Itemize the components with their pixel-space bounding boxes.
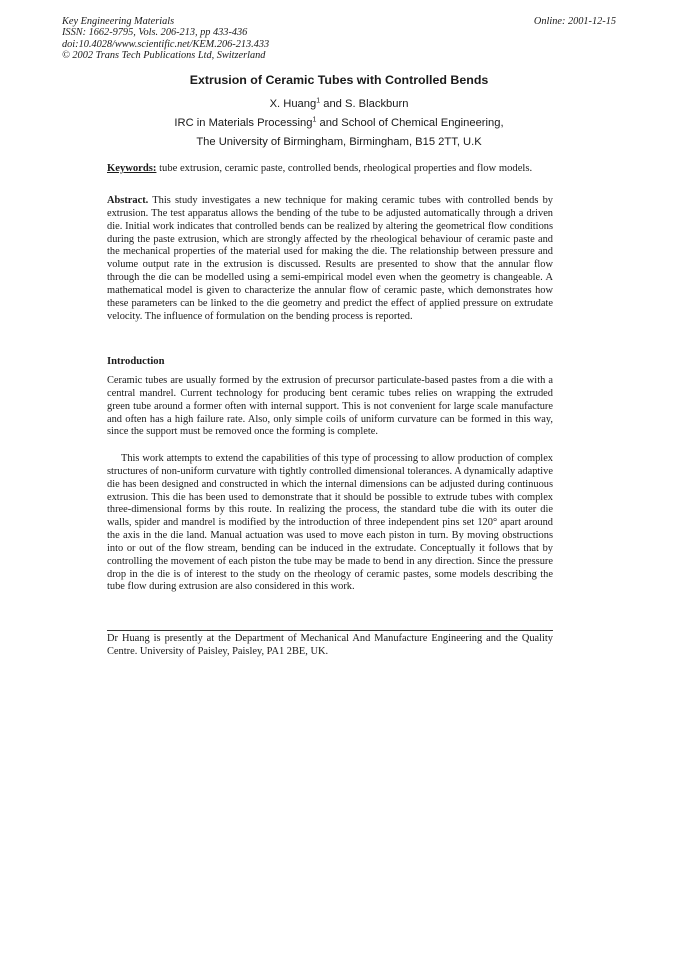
author-line xyxy=(0,98,678,110)
paper-title: Extrusion of Ceramic Tubes with Controlled Bends xyxy=(189,73,489,87)
abstract-text: This study investigates a new technique for making ceramic tubes with controlled bends by extrusion. The test apparatus allows the bending of the tube to be adjusted automatically through a driven die. Initial work indicates that controlled bends can be realized by altering the geometrical flow conditions during the paste extrusion, which are strongly affected by the rheological behaviour of ceramic paste and the mechanical properties of the material used for making the die. The relationship between pressure and volume output rate in the extrusion is discussed. Results are presented to show that the annular flow through the die can be modelled using a semi-empirical model even when the geometry is changeable. A mathematical model is given to characterize the annular flow of ceramic paste, which demonstrates how these parameters can be linked to the die geometry and predict the effect of applied pressure on extrudate velocity. The influence of formulation on the bending process is reported. xyxy=(107,195,553,322)
keywords xyxy=(107,163,557,174)
section-heading-introduction: Introduction xyxy=(107,356,165,367)
doi-line: doi:10.4028/www.scientific.net/KEM.206-213.433 xyxy=(62,38,270,50)
abstract xyxy=(107,195,553,323)
affiliation-school: and School of Chemical Engineering, xyxy=(316,117,504,129)
introduction-paragraph-1: Ceramic tubes are usually formed by the extrusion of precursor particulate-based pastes from a die with a central mandrel. Current technology for producing bent ceramic tubes relies on wrapping the extruded green tube around a former often with internal support. This is not convenient for large scale manufacture and often has a high failure rate. Also, only simple coils of uniform curvature can be formed in this way, since the support must be removed once the forming is complete. xyxy=(107,375,553,438)
online-date: Online: 2001-12-15 xyxy=(533,16,616,27)
affiliation-line-1 xyxy=(0,117,678,129)
author-2: and S. Blackburn xyxy=(320,98,409,110)
affiliation-line-2: The University of Birmingham, Birmingham, B15 2TT, U.K xyxy=(196,136,482,148)
footnote-divider xyxy=(107,630,553,631)
copyright-line: © 2002 Trans Tech Publications Ltd, Switzerland xyxy=(62,50,266,62)
journal-name: Key Engineering Materials xyxy=(62,16,175,27)
affiliation-irc: IRC in Materials Processing xyxy=(174,117,313,129)
author-1: X. Huang xyxy=(269,98,317,110)
introduction-paragraph-2: This work attempts to extend the capabilities of this type of processing to allow production of complex structures of non-uniform curvature with tightly controlled dimensional tolerances. A dynamically adaptive die has been designed and constructed in which the internal dimensions can be adjusted during continuous extrusion. This die has been used to demonstrate that it should be possible to extrude tubes with complex three-dimensional forms by this route. In realizing the process, the standard tube die with its outer die walls, spider and mandrel is modified by the introduction of three independent pins set 120° apart around the axis in the die land. Manual actuation was used to move each piston in turn. By moving obstructions into or out of the flow stream, bending can be induced in the extrudate. Conceptually it follows that by controlling the movement of each piston the tube may be made to bend in any direction. Since the pressure drop in the die is of interest to the study on the rheology of ceramic pastes, some models describing the tube flow during extrusion are also considered in this work. xyxy=(107,453,553,593)
keywords-text: tube extrusion, ceramic paste, controlled bends, rheological properties and flow models. xyxy=(156,163,533,174)
journal-header xyxy=(62,16,618,62)
keywords-label: Keywords: xyxy=(107,163,157,174)
footnote: Dr Huang is presently at the Department of Mechanical And Manufacture Engineering and the Quality Centre. University of Paisley, Paisley, PA1 2BE, UK. xyxy=(107,633,553,657)
issn-line: ISSN: 1662-9795, Vols. 206-213, pp 433-436 xyxy=(62,27,248,39)
abstract-label: Abstract. xyxy=(107,195,149,206)
author-1-affil-mark: 1 xyxy=(316,97,321,105)
affiliation-mark: 1 xyxy=(312,116,317,124)
